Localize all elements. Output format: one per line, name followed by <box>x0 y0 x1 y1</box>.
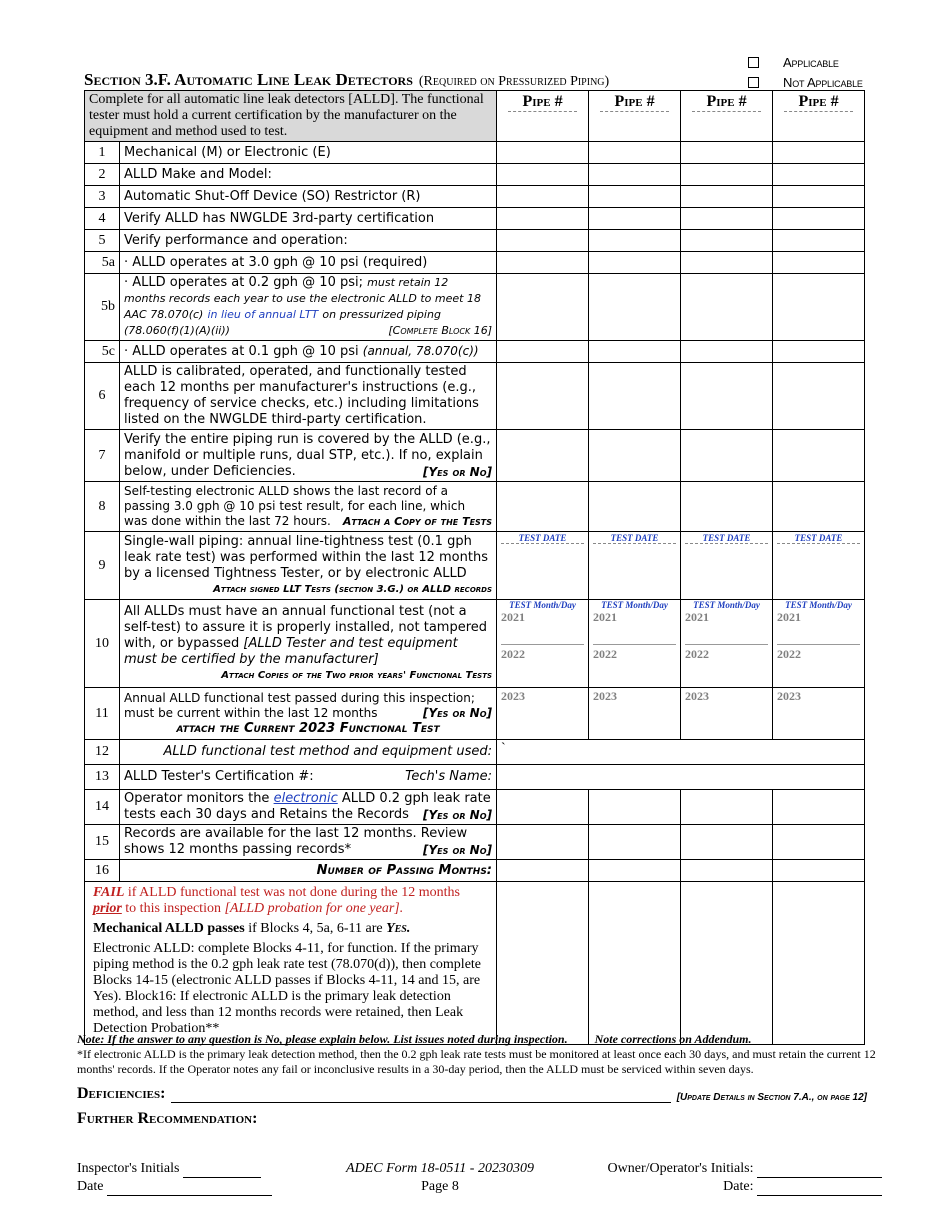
cell[interactable] <box>497 860 589 882</box>
cell[interactable] <box>589 363 681 430</box>
cell[interactable] <box>589 230 681 252</box>
table-row: 5 Verify performance and operation: <box>85 230 865 252</box>
cell[interactable] <box>773 252 865 274</box>
cell[interactable] <box>497 430 589 482</box>
cell[interactable] <box>773 790 865 825</box>
cell[interactable] <box>681 230 773 252</box>
table-row: 10 All ALLDs must have an annual functional test (not a self-test) to assure it is properly installed, not tampered with, or bypassed [ALLD Tester and test equipment must be certified by the manufacturer] Attach Copies of the Two prior years' Functional Tests TEST Month/Day 2021 2022 TEST Month/Day 2021 2022 TEST Month/Day 2021 2022 TEST Month/Day 2021 2022 <box>85 600 865 688</box>
not-applicable-label: Not Applicable <box>783 74 863 90</box>
cell[interactable] <box>589 860 681 882</box>
cell[interactable] <box>681 882 773 1045</box>
pipe-header-1: Pipe # <box>497 91 589 142</box>
cell[interactable] <box>773 482 865 532</box>
pipe-header-3: Pipe # <box>681 91 773 142</box>
cell[interactable] <box>773 430 865 482</box>
table-row: 1 Mechanical (M) or Electronic (E) <box>85 142 865 164</box>
alld-table <box>84 90 865 1045</box>
table-row: 3 Automatic Shut-Off Device (SO) Restrictor (R) <box>85 186 865 208</box>
table-row: 4 Verify ALLD has NWGLDE 3rd-party certification <box>85 208 865 230</box>
table-row: 11 Annual ALLD functional test passed during this inspection; must be current within the last 12 months [Yes or No] attach the Current 2023 Functional Test 2023 2023 2023 2023 <box>85 688 865 740</box>
not-applicable-checkbox[interactable] <box>748 77 759 88</box>
cell[interactable] <box>681 142 773 164</box>
cell[interactable] <box>773 860 865 882</box>
pipe-header-2: Pipe # <box>589 91 681 142</box>
table-row: 13 ALLD Tester's Certification #: Tech's Name: <box>85 765 865 790</box>
table-row: 5c · ALLD operates at 0.1 gph @ 10 psi (annual, 78.070(c)) <box>85 341 865 363</box>
cell[interactable] <box>497 882 589 1045</box>
cell[interactable] <box>589 142 681 164</box>
cell[interactable] <box>681 341 773 363</box>
cell[interactable] <box>497 230 589 252</box>
cell[interactable] <box>497 164 589 186</box>
table-row: 5a · ALLD operates at 3.0 gph @ 10 psi (required) <box>85 252 865 274</box>
cell[interactable] <box>497 274 589 341</box>
section-subtitle: (Required on Pressurized Piping) <box>418 74 610 89</box>
pipe-header-4: Pipe # <box>773 91 865 142</box>
cell[interactable] <box>589 825 681 860</box>
cell[interactable] <box>589 186 681 208</box>
cell[interactable] <box>681 274 773 341</box>
cell[interactable] <box>773 882 865 1045</box>
cell[interactable] <box>497 186 589 208</box>
cell[interactable] <box>681 252 773 274</box>
cell[interactable] <box>589 790 681 825</box>
owner-date-field[interactable] <box>757 1195 882 1196</box>
cell[interactable] <box>497 341 589 363</box>
cell[interactable] <box>773 186 865 208</box>
cell[interactable] <box>497 252 589 274</box>
applicability-options <box>748 52 863 92</box>
deficiencies-line: Deficiencies: [Update Details in Section 7.A., on page 12] <box>77 1085 867 1103</box>
inspector-date-field[interactable] <box>107 1195 272 1196</box>
cell[interactable] <box>681 164 773 186</box>
table-row: 7 Verify the entire piping run is covered by the ALLD (e.g., manifold or multiple runs, dual STP, etc.). If no, explain below, under Deficiencies. [Yes or No] <box>85 430 865 482</box>
table-row: FAIL if ALLD functional test was not done during the 12 months prior to this inspection [ALLD probation for one year]. Mechanical ALLD passes if Blocks 4, 5a, 6-11 are Yes. Electronic ALLD: complete Blocks 4-11, for function. If the primary piping method is the 0.2 gph leak rate test (78.070(d)), then complete Blocks 14-15 (electronic ALLD passes if Blocks 4-11, 14 and 15, are Yes). Block16: If electronic ALLD is the primary leak detection method, and less than 12 months records were retained, then Leak Detection Probation** <box>85 882 865 1045</box>
table-row: 6 ALLD is calibrated, operated, and functionally tested each 12 months per manufacturer's instructions (e.g., frequency of service checks, etc.) including limitations listed on the NWGLDE third-party certification. <box>85 363 865 430</box>
table-row: 5b · ALLD operates at 0.2 gph @ 10 psi; must retain 12 months records each year to use the electronic ALLD to meet 18 AAC 78.070(c) in lieu of annual LTT on pressurized piping (78.060(f)(1)(A)(ii)) [Complete Block 16] <box>85 274 865 341</box>
cell[interactable] <box>497 363 589 430</box>
deficiencies-field[interactable] <box>171 1089 670 1103</box>
cell[interactable] <box>497 482 589 532</box>
cell[interactable] <box>773 142 865 164</box>
cell[interactable] <box>773 208 865 230</box>
applicable-label: Applicable <box>783 54 839 70</box>
cell[interactable] <box>589 164 681 186</box>
cell[interactable] <box>589 208 681 230</box>
table-row: 8 Self-testing electronic ALLD shows the last record of a passing 3.0 gph @ 10 psi test result, for each line, which was done within the last 72 hours. Attach a Copy of the Tests <box>85 482 865 532</box>
cell[interactable] <box>681 208 773 230</box>
cell[interactable] <box>681 790 773 825</box>
cell[interactable] <box>681 186 773 208</box>
cell[interactable] <box>773 363 865 430</box>
cell[interactable] <box>773 230 865 252</box>
cell[interactable] <box>497 142 589 164</box>
cell[interactable] <box>681 482 773 532</box>
further-recommendation: Further Recommendation: <box>77 1110 258 1127</box>
cell[interactable] <box>773 274 865 341</box>
applicable-checkbox[interactable] <box>748 57 759 68</box>
table-row: 12 ALLD functional test method and equipment used: ` <box>85 740 865 765</box>
table-row: 16 Number of Passing Months: <box>85 860 865 882</box>
tech-field[interactable] <box>497 765 865 790</box>
table-row: 14 Operator monitors the electronic ALLD 0.2 gph leak rate tests each 30 days and Retains the Records [Yes or No] <box>85 790 865 825</box>
cell[interactable] <box>497 790 589 825</box>
cell[interactable] <box>589 274 681 341</box>
table-row: 2 ALLD Make and Model: <box>85 164 865 186</box>
method-field[interactable]: ` <box>497 740 865 765</box>
cell[interactable] <box>589 882 681 1045</box>
cell[interactable] <box>773 341 865 363</box>
section-title: Section 3.F. Automatic Line Leak Detectors (Required on Pressurized Piping) <box>84 70 610 89</box>
cell[interactable] <box>589 430 681 482</box>
cell[interactable] <box>681 430 773 482</box>
cell[interactable] <box>681 363 773 430</box>
cell[interactable] <box>497 825 589 860</box>
cell[interactable] <box>589 252 681 274</box>
intro-text: Complete for all automatic line leak detectors [ALLD]. The functional tester must hold a current certification by the manufacturer on the equipment and method used to test. <box>85 91 497 142</box>
table-row: 15 Records are available for the last 12 months. Review shows 12 months passing records* [Yes or No] <box>85 825 865 860</box>
cell[interactable] <box>589 341 681 363</box>
cell[interactable] <box>681 860 773 882</box>
cell[interactable] <box>773 825 865 860</box>
cell[interactable] <box>773 164 865 186</box>
cell[interactable] <box>589 482 681 532</box>
table-row: 9 Single-wall piping: annual line-tightness test (0.1 gph leak rate test) was performed within the last 12 months by a licensed Tightness Tester, or by electronic ALLD Attach signed LLT Tests (section 3.G.) or ALLD records TEST DATE TEST DATE TEST DATE TEST DATE <box>85 532 865 600</box>
inspection-note: Note: If the answer to any question is No, please explain below. List issues noted during inspection. Note corrections on Addendum. *If electronic ALLD is the primary leak detection method, then the 0.2 gph leak rate tests must be monitored at least once each 30 days, and must retain the current 12 months' records. If the Operator notes any fail or inconclusive results in a 30-day period, then the ALLD must be serviced within seven days. <box>77 1032 876 1076</box>
cell[interactable] <box>497 208 589 230</box>
cell[interactable] <box>681 825 773 860</box>
